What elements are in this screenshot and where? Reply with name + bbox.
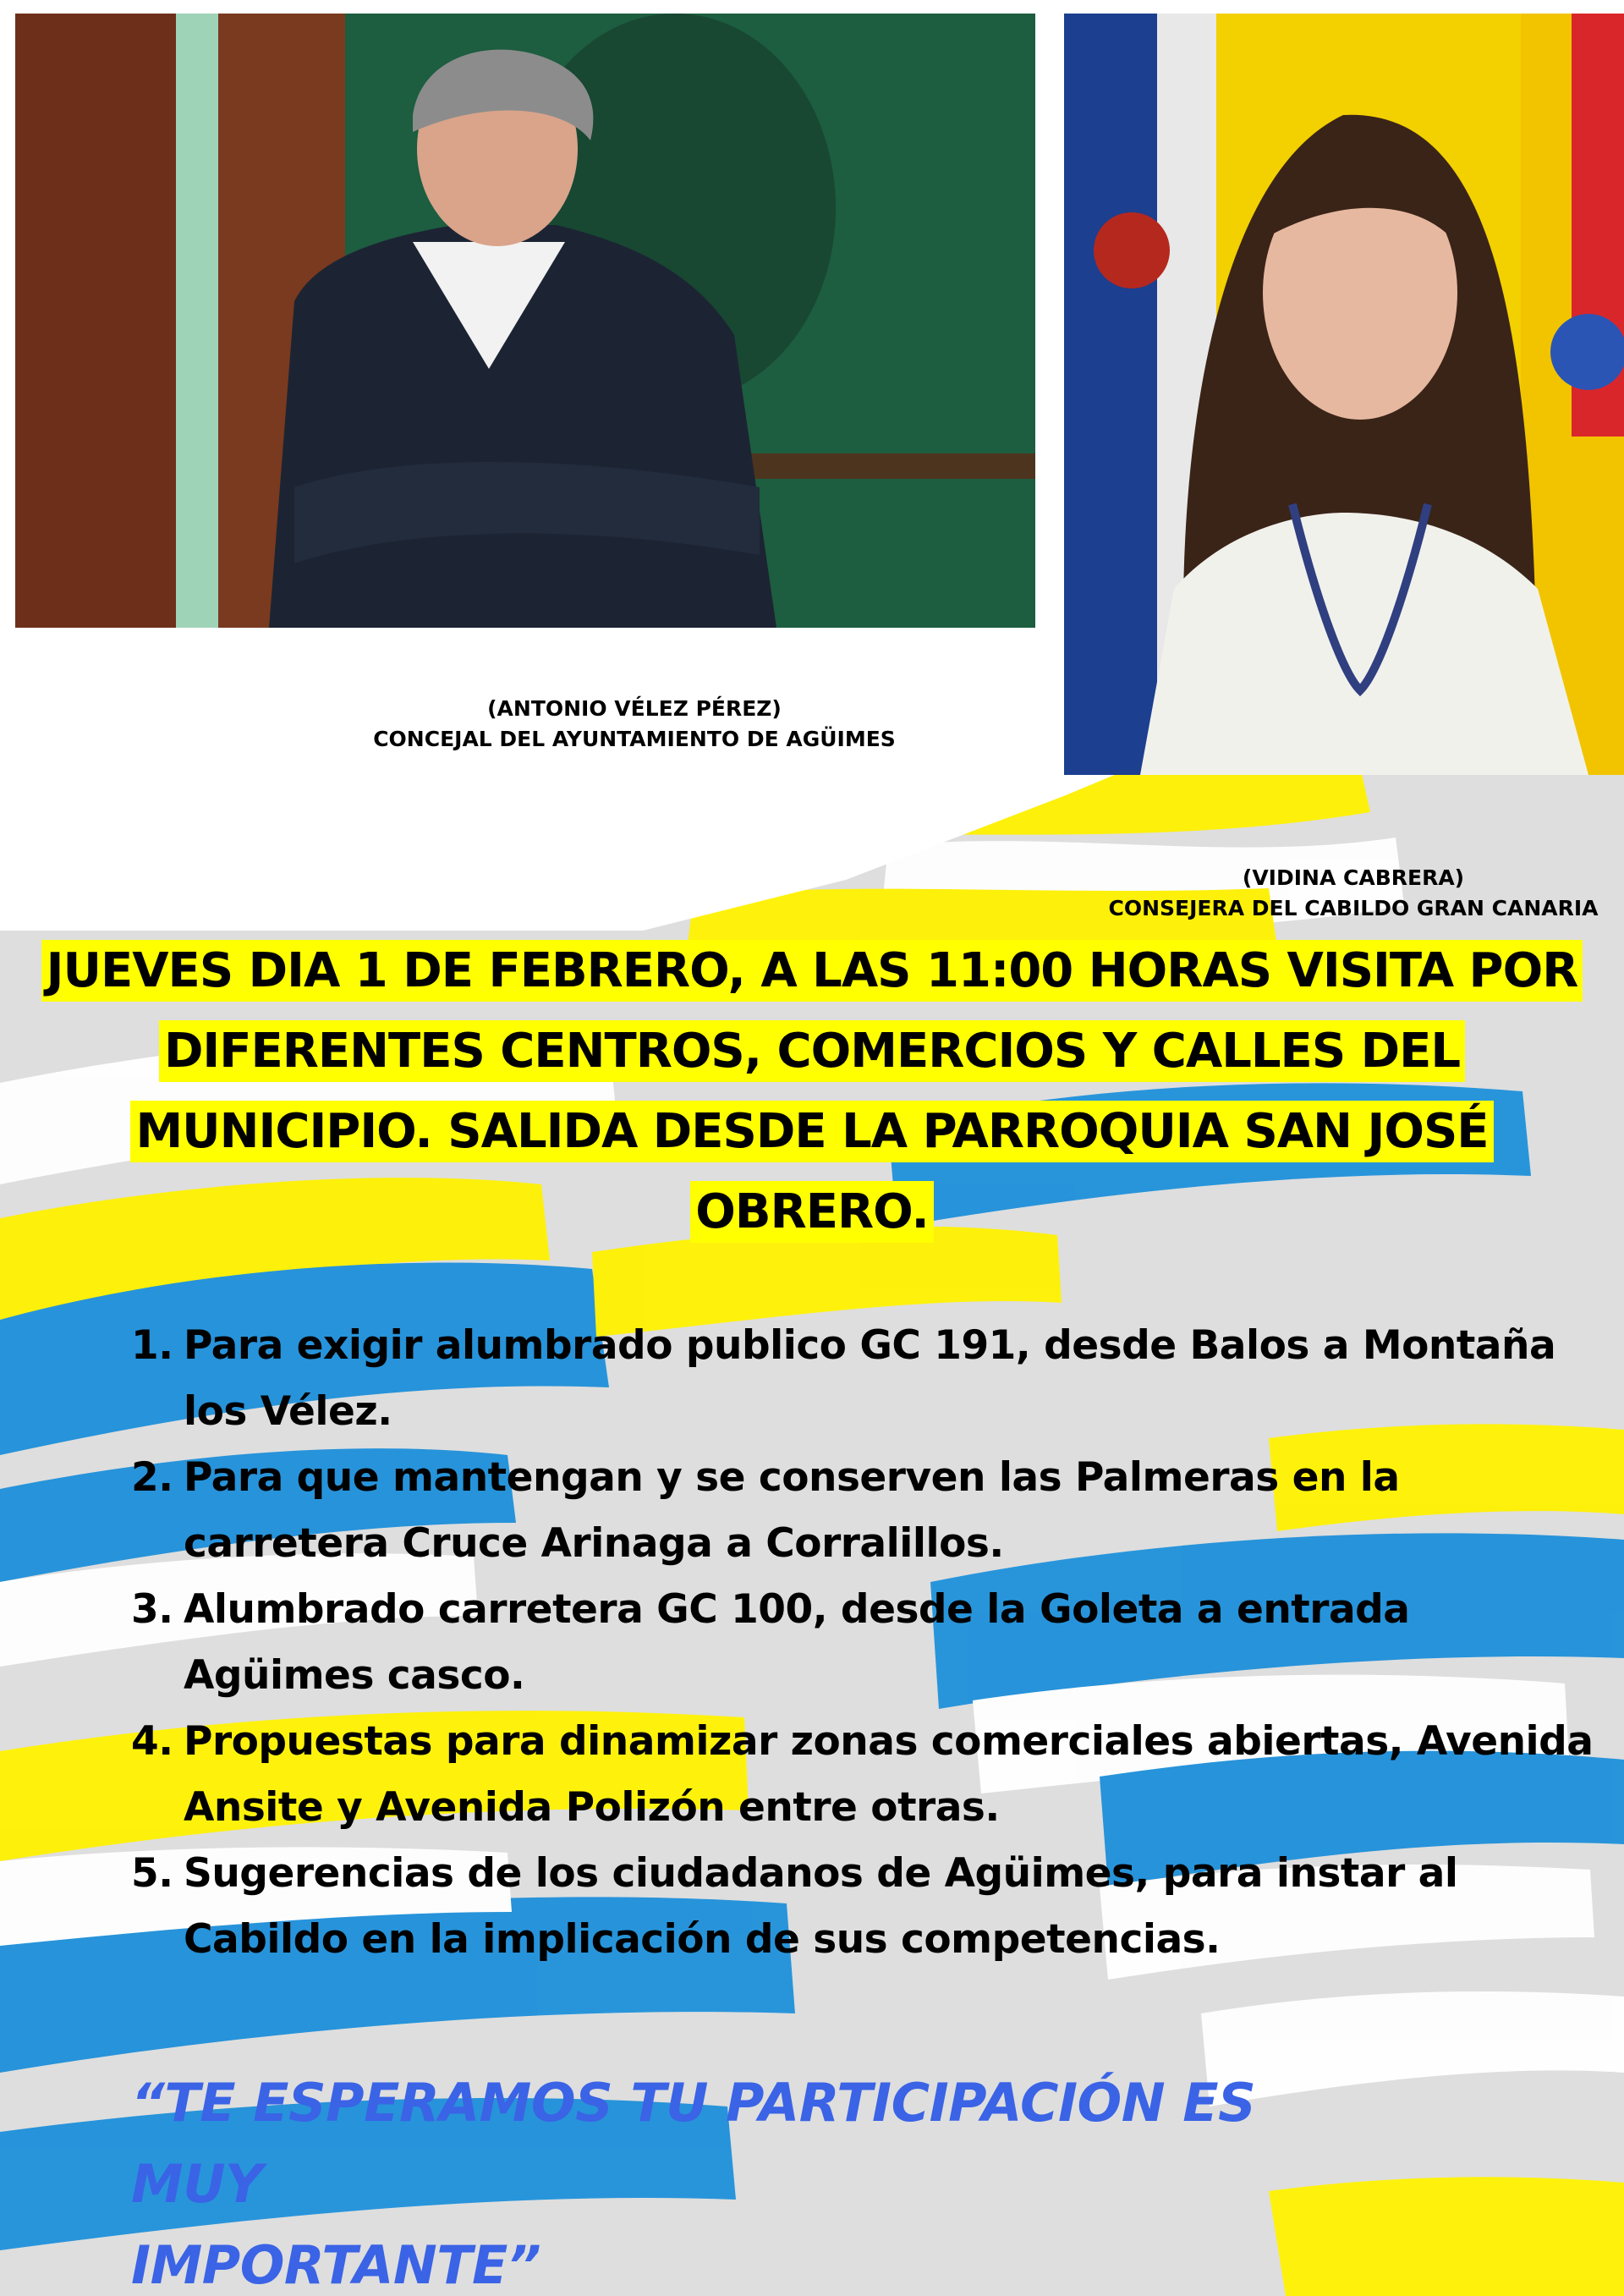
list-item-line: carretera Cruce Arinaga a Corralillos. <box>184 1520 1004 1567</box>
caption-antonio <box>279 694 990 755</box>
list-item-line: Para exigir alumbrado publico GC 191, desde Balos a Montaña <box>184 1322 1556 1369</box>
list-item-line: Agüimes casco. <box>184 1652 525 1699</box>
list-item <box>131 1577 1620 1709</box>
list-item-number: 3. <box>131 1586 173 1633</box>
caption-right-name: (VIDINA CABRERA) <box>1242 865 1465 890</box>
demands-list <box>131 1313 1620 1973</box>
list-item-text <box>184 1313 1620 1445</box>
list-item <box>131 1709 1620 1841</box>
list-item-line: Cabildo en la implicación de sus competencias. <box>184 1916 1221 1963</box>
headline-line-4: OBRERO. <box>690 1181 933 1243</box>
slogan-line-2: IMPORTANTE” <box>131 2234 541 2296</box>
list-item-line: Para que mantengan y se conserven las Palmeras en la <box>184 1454 1400 1501</box>
caption-left-role: CONCEJAL DEL AYUNTAMIENTO DE AGÜIMES <box>373 727 896 751</box>
caption-right-role: CONSEJERA DEL CABILDO GRAN CANARIA <box>1108 896 1599 920</box>
portrait-photo-right <box>1064 14 1624 775</box>
list-item-number: 2. <box>131 1454 173 1501</box>
list-item-line: Sugerencias de los ciudadanos de Agüimes, para instar al <box>184 1850 1458 1897</box>
caption-vidina <box>1100 863 1607 924</box>
event-headline <box>0 931 1624 1252</box>
list-item-line: Ansite y Avenida Polizón entre otras. <box>184 1784 1000 1831</box>
list-item-number: 1. <box>131 1322 173 1369</box>
caption-left-name: (ANTONIO VÉLEZ PÉREZ) <box>487 696 782 721</box>
list-item-text <box>184 1577 1620 1709</box>
slogan-line-1: “TE ESPERAMOS TU PARTICIPACIÓN ES MUY <box>131 2072 1256 2215</box>
list-item <box>131 1445 1620 1577</box>
list-item-text <box>184 1709 1620 1841</box>
closing-slogan <box>131 2063 1400 2296</box>
headline-line-1: JUEVES DIA 1 DE FEBRERO, A LAS 11:00 HORAS VISITA POR <box>41 940 1583 1002</box>
list-item-line: Alumbrado carretera GC 100, desde la Goleta a entrada <box>184 1586 1410 1633</box>
list-item-number: 4. <box>131 1718 173 1765</box>
list-item <box>131 1841 1620 1973</box>
list-item-line: Propuestas para dinamizar zonas comerciales abiertas, Avenida <box>184 1718 1594 1765</box>
headline-line-3: MUNICIPIO. SALIDA DESDE LA PARROQUIA SAN JOSÉ <box>130 1101 1493 1162</box>
list-item-number: 5. <box>131 1850 173 1897</box>
list-item-text <box>184 1445 1620 1577</box>
headline-line-2: DIFERENTES CENTROS, COMERCIOS Y CALLES DEL <box>159 1020 1465 1082</box>
list-item-line: los Vélez. <box>184 1388 392 1435</box>
list-item-text <box>184 1841 1620 1973</box>
list-item <box>131 1313 1620 1445</box>
portrait-photo-left <box>15 14 1035 628</box>
